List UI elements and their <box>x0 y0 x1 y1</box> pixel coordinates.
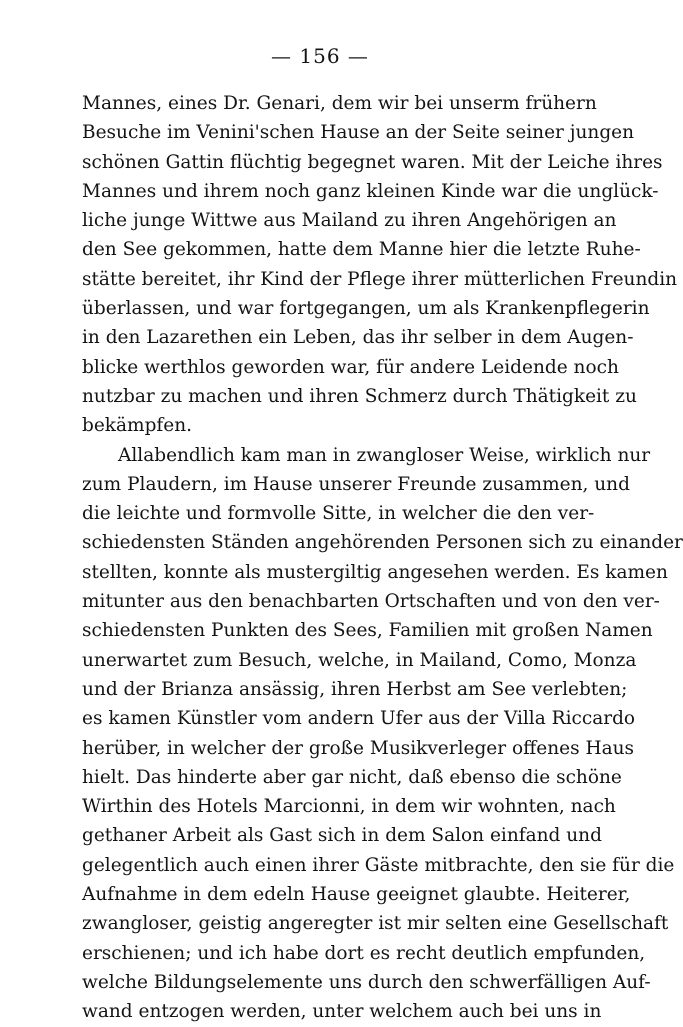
text-line: schönen Gattin flüchtig begegnet waren. Mit der Leiche ihres <box>82 151 663 173</box>
text-line: schiedensten Punkten des Sees, Familien mit großen Namen <box>82 620 653 642</box>
text-line: stellten, konnte als mustergiltig angesehen werden. Es kamen <box>82 561 668 583</box>
text-line: blicke werthlos geworden war, für andere Leidende noch <box>82 356 619 378</box>
text-line: Mannes, eines Dr. Genari, dem wir bei unserm frühern <box>82 93 597 114</box>
text-line: mitunter aus den benachbarten Ortschaften und von den ver- <box>82 591 660 613</box>
text-line: zum Plaudern, im Hause unserer Freunde zusammen, und <box>82 473 630 495</box>
text-line: gelegentlich auch einen ihrer Gäste mitbrachte, den sie für die <box>82 854 675 876</box>
text-line: liche junge Wittwe aus Mailand zu ihren Angehörigen an <box>82 210 617 232</box>
text-line: Besuche im Venini'schen Hause an der Seite seiner jungen <box>82 122 635 144</box>
text-line: Mannes und ihrem noch ganz kleinen Kinde war die unglück- <box>82 180 659 202</box>
text-line: zwangloser, geistig angeregter ist mir selten eine Gesellschaft <box>82 913 669 935</box>
body-text <box>82 89 683 1027</box>
text-line: Aufnahme in dem edeln Hause geeignet glaubte. Heiterer, <box>82 884 631 906</box>
text-line: Allabendlich kam man in zwangloser Weise, wirklich nur <box>118 444 651 466</box>
text-line: hielt. Das hinderte aber gar nicht, daß ebenso die schöne <box>82 766 622 788</box>
text-line: wand entzogen werden, unter welchem auch bei uns in <box>82 1001 602 1023</box>
text-line: stätte bereitet, ihr Kind der Pflege ihrer mütterlichen Freundin <box>82 268 678 290</box>
text-line: überlassen, und war fortgegangen, um als Krankenpflegerin <box>82 298 650 320</box>
text-line: und der Brianza ansässig, ihren Herbst am See verlebten; <box>82 678 628 700</box>
text-line: welche Bildungselemente uns durch den schwerfälligen Auf- <box>82 971 651 993</box>
text-line: erschienen; und ich habe dort es recht deutlich empfunden, <box>82 942 646 964</box>
text-line: es kamen Künstler vom andern Ufer aus der Villa Riccardo <box>82 708 636 730</box>
text-line: Wirthin des Hotels Marcionni, in dem wir wohnten, nach <box>82 796 616 818</box>
text-line: nutzbar zu machen und ihren Schmerz durch Thätigkeit zu <box>82 385 637 407</box>
text-line: gethaner Arbeit als Gast sich in dem Salon einfand und <box>82 825 602 847</box>
text-line: schiedensten Ständen angehörenden Personen sich zu einander <box>82 532 683 554</box>
text-line: die leichte und formvolle Sitte, in welcher die den ver- <box>82 503 595 525</box>
text-line: unerwartet zum Besuch, welche, in Mailand, Como, Monza <box>82 649 637 671</box>
text-line: bekämpfen. <box>82 415 193 437</box>
text-line: den See gekommen, hatte dem Manne hier die letzte Ruhe- <box>82 239 641 261</box>
text-line: in den Lazarethen ein Leben, das ihr selber in dem Augen- <box>82 327 634 349</box>
page-number: — 156 — <box>271 44 369 68</box>
text-line: herüber, in welcher der große Musikverleger offenes Haus <box>82 737 635 759</box>
